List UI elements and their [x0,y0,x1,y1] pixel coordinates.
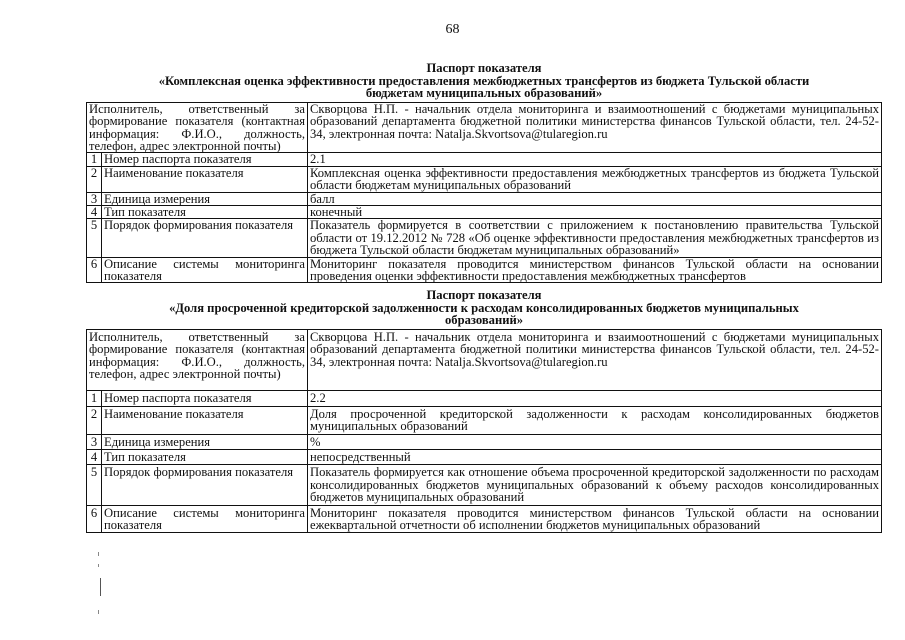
row-label: Номер паспорта показателя [102,391,308,406]
table-row [87,434,882,449]
table-row [87,465,882,505]
row-number: 5 [87,219,102,257]
row-label: Наименование показателя [102,166,308,192]
row-number: 6 [87,505,102,533]
row-value: конечный [308,206,882,219]
table-row [87,257,882,283]
table-row [87,406,882,434]
table-row [87,450,882,465]
table-row [87,166,882,192]
row-value: % [308,434,882,449]
table-row [87,206,882,219]
row-number: 5 [87,465,102,505]
row-number: 2 [87,166,102,192]
executor-value: Скворцова Н.П. - начальник отдела мониторинга и взаимоотношений с бюджетами муниципальных образований департамента бюджетной политики министерства финансов Тульской области, тел. 24-52-34, электронная почта: Natalja.Skvortsova@tularegion.ru [308,329,882,391]
passport-table [86,329,882,534]
indicator-name-heading: «Комплексная оценка эффективности предоставления межбюджетных трансфертов из бюджета Тульской области бюджетам муниципальных образований» [158,73,810,101]
table-row [87,192,882,205]
row-value: Комплексная оценка эффективности предоставления межбюджетных трансфертов из бюджета Тульской области бюджетам муниципальных образований [308,166,882,192]
row-number: 3 [87,192,102,205]
row-value: Доля просроченной кредиторской задолженности к расходам консолидированных бюджетов муниципальных образований [308,406,882,434]
page-number: 68 [445,22,460,37]
row-label: Описание системы мониторинга показателя [102,505,308,533]
row-label: Единица измерения [102,434,308,449]
passport-2-1 [86,62,882,283]
row-number: 1 [87,153,102,166]
row-label: Тип показателя [102,450,308,465]
row-label: Тип показателя [102,206,308,219]
executor-value: Скворцова Н.П. - начальник отдела мониторинга и взаимоотношений с бюджетами муниципальных образований департамента бюджетной политики министерства финансов Тульской области, тел. 24-52-34, электронная почта: Natalja.Skvortsova@tularegion.ru [308,102,882,153]
passport-2-2 [86,289,882,533]
row-number: 4 [87,206,102,219]
row-value: 2.1 [308,153,882,166]
scan-margin-marks [98,552,104,622]
table-row [87,219,882,257]
row-number: 6 [87,257,102,283]
row-label: Единица измерения [102,192,308,205]
row-label: Порядок формирования показателя [102,219,308,257]
row-value: Показатель формируется как отношение объема просроченной кредиторской задолженности по расходам консолидированных бюджетов муниципальных образований к объему расходов консолидированных бюджетов муниципальных образований [308,465,882,505]
row-label: Номер паспорта показателя [102,153,308,166]
row-label: Порядок формирования показателя [102,465,308,505]
executor-label: Исполнитель, ответственный за формирование показателя (контактная информация: Ф.И.О., должность, телефон, адрес электронной почты) [87,329,308,391]
row-number: 1 [87,391,102,406]
row-number: 4 [87,450,102,465]
table-row [87,329,882,391]
row-label: Описание системы мониторинга показателя [102,257,308,283]
passport-title [86,289,882,327]
passport-heading: Паспорт показателя [426,61,542,75]
row-number: 2 [87,406,102,434]
row-value: Мониторинг показателя проводится министерством финансов Тульской области на основании проведения оценки эффективности предоставления межбюджетных трансфертов [308,257,882,283]
passport-title [86,62,882,100]
row-value: Показатель формируется в соответствии с приложением к постановлению правительства Тульской области от 19.12.2012 № 728 «Об оценке эффективности предоставления межбюджетных трансфертов из бюджета Тульской области бюджетам муниципальных образований» [308,219,882,257]
table-row [87,505,882,533]
passport-heading: Паспорт показателя [426,288,542,302]
passport-table [86,102,882,284]
row-value: 2.2 [308,391,882,406]
table-row [87,102,882,153]
row-number: 3 [87,434,102,449]
table-row [87,391,882,406]
table-row [87,153,882,166]
row-label: Наименование показателя [102,406,308,434]
indicator-name-heading: «Доля просроченной кредиторской задолженности к расходам консолидированных бюджетов муниципальных образований» [169,300,799,328]
row-value: Мониторинг показателя проводится министерством финансов Тульской области на основании ежеквартальной отчетности об исполнении бюджетов муниципальных образований [308,505,882,533]
executor-label: Исполнитель, ответственный за формирование показателя (контактная информация: Ф.И.О., должность, телефон, адрес электронной почты) [87,102,308,153]
row-value: балл [308,192,882,205]
row-value: непосредственный [308,450,882,465]
